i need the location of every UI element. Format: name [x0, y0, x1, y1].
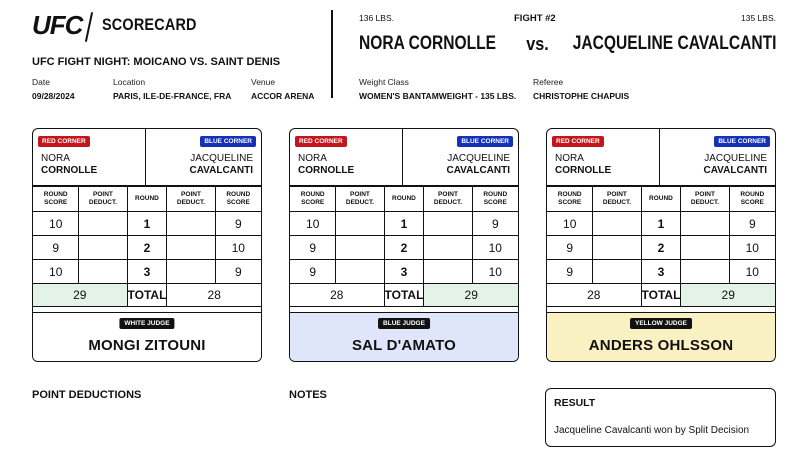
blue-corner-name — [703, 153, 767, 177]
blue-first-name: JACQUELINE — [447, 153, 510, 164]
red-corner-badge: RED CORNER — [38, 136, 90, 147]
round-number: 2 — [384, 236, 424, 260]
total-label: TOTAL — [384, 284, 424, 307]
score-table — [547, 186, 775, 307]
blue-round-score: 9 — [729, 212, 775, 236]
event-title: UFC FIGHT NIGHT: MOICANO VS. SAINT DENIS — [32, 56, 281, 68]
red-point-deduct — [593, 236, 641, 260]
blue-round-score: 10 — [472, 236, 518, 260]
round-row — [33, 212, 261, 236]
total-row — [33, 284, 261, 307]
red-round-score-header: ROUND SCORE — [547, 187, 593, 212]
red-total: 29 — [33, 284, 127, 307]
judge-badge: BLUE JUDGE — [378, 318, 430, 329]
red-point-deduct-header: POINT DEDUCT. — [336, 187, 384, 212]
location-label: Location — [113, 77, 146, 87]
blue-point-deduct-header: POINT DEDUCT. — [167, 187, 215, 212]
red-round-score: 9 — [547, 260, 593, 284]
blue-round-score: 9 — [215, 212, 261, 236]
red-first-name: NORA — [41, 153, 70, 164]
referee-value: CHRISTOPHE CHAPUIS — [533, 91, 630, 101]
notes-title: NOTES — [289, 389, 327, 401]
result-title: RESULT — [554, 397, 596, 409]
blue-corner-name — [189, 153, 253, 177]
red-point-deduct-header: POINT DEDUCT. — [593, 187, 641, 212]
round-row — [547, 212, 775, 236]
score-header-row — [290, 187, 518, 212]
red-corner-name — [41, 153, 97, 177]
round-header: ROUND — [127, 187, 167, 212]
logo-divider — [85, 12, 93, 42]
round-row — [547, 236, 775, 260]
blue-point-deduct — [424, 236, 472, 260]
score-header-row — [547, 187, 775, 212]
red-total: 28 — [547, 284, 641, 307]
judge-name: MONGI ZITOUNI — [88, 337, 206, 354]
blue-round-score-header: ROUND SCORE — [729, 187, 775, 212]
weight-class-label: Weight Class — [359, 77, 409, 87]
round-header: ROUND — [384, 187, 424, 212]
red-point-deduct — [79, 236, 127, 260]
judge-name: SAL D'AMATO — [351, 337, 457, 354]
blue-first-name: JACQUELINE — [704, 153, 767, 164]
blue-point-deduct — [167, 236, 215, 260]
red-point-deduct — [336, 260, 384, 284]
vs-label: vs. — [526, 34, 549, 54]
red-corner-badge: RED CORNER — [295, 136, 347, 147]
red-round-score-header: ROUND SCORE — [33, 187, 79, 212]
round-row — [33, 236, 261, 260]
round-row — [290, 212, 518, 236]
blue-last-name: CAVALCANTI — [189, 165, 253, 176]
corner-row — [290, 129, 518, 186]
blue-point-deduct — [167, 260, 215, 284]
corner-row — [33, 129, 261, 186]
total-label: TOTAL — [127, 284, 167, 307]
red-corner-name — [555, 153, 611, 177]
score-table — [290, 186, 518, 307]
red-last-name: CORNOLLE — [41, 165, 98, 176]
red-round-score: 10 — [33, 260, 79, 284]
result-text: Jacqueline Cavalcanti won by Split Decision — [554, 425, 750, 436]
blue-point-deduct — [681, 260, 729, 284]
blue-round-score-header: ROUND SCORE — [215, 187, 261, 212]
total-row — [290, 284, 518, 307]
location-value: PARIS, ILE-DE-FRANCE, FRA — [113, 91, 232, 101]
red-point-deduct — [336, 212, 384, 236]
blue-total: 29 — [681, 284, 775, 307]
red-round-score: 9 — [290, 236, 336, 260]
blue-point-deduct — [424, 212, 472, 236]
round-number: 3 — [127, 260, 167, 284]
red-corner-badge: RED CORNER — [552, 136, 604, 147]
blue-point-deduct-header: POINT DEDUCT. — [681, 187, 729, 212]
round-row — [33, 260, 261, 284]
round-number: 3 — [641, 260, 681, 284]
blue-round-score: 10 — [472, 260, 518, 284]
total-row — [547, 284, 775, 307]
blue-round-score: 10 — [729, 260, 775, 284]
date-label: Date — [32, 77, 50, 87]
red-round-score-header: ROUND SCORE — [290, 187, 336, 212]
blue-point-deduct-header: POINT DEDUCT. — [424, 187, 472, 212]
corner-divider — [145, 129, 146, 186]
judge-card — [32, 128, 262, 362]
round-number: 2 — [127, 236, 167, 260]
blue-round-score: 9 — [472, 212, 518, 236]
judge-card — [546, 128, 776, 362]
round-number: 3 — [384, 260, 424, 284]
round-row — [290, 236, 518, 260]
blue-point-deduct — [681, 212, 729, 236]
blue-weight: 135 LBS. — [741, 13, 776, 23]
result-box — [545, 388, 776, 447]
red-last-name: CORNOLLE — [298, 165, 355, 176]
red-point-deduct — [336, 236, 384, 260]
judge-area — [33, 312, 261, 362]
blue-first-name: JACQUELINE — [190, 153, 253, 164]
red-point-deduct — [79, 260, 127, 284]
red-fighter-name: NORA CORNOLLE — [359, 33, 497, 54]
blue-round-score: 10 — [215, 236, 261, 260]
total-label: TOTAL — [641, 284, 681, 307]
referee-label: Referee — [533, 77, 564, 87]
score-table — [33, 186, 261, 307]
point-deductions-title: POINT DEDUCTIONS — [32, 389, 142, 401]
red-last-name: CORNOLLE — [555, 165, 612, 176]
judge-card — [289, 128, 519, 362]
round-row — [547, 260, 775, 284]
red-round-score: 10 — [547, 212, 593, 236]
score-header-row — [33, 187, 261, 212]
blue-point-deduct — [681, 236, 729, 260]
red-round-score: 9 — [547, 236, 593, 260]
red-total: 28 — [290, 284, 384, 307]
judge-area — [290, 312, 518, 362]
blue-last-name: CAVALCANTI — [446, 165, 510, 176]
corner-divider — [402, 129, 403, 186]
blue-corner-badge: BLUE CORNER — [714, 136, 770, 147]
red-point-deduct-header: POINT DEDUCT. — [79, 187, 127, 212]
blue-total: 28 — [167, 284, 261, 307]
judge-area — [547, 312, 775, 362]
round-number: 2 — [641, 236, 681, 260]
round-number: 1 — [641, 212, 681, 236]
red-point-deduct — [593, 212, 641, 236]
blue-total: 29 — [424, 284, 518, 307]
blue-corner-name — [446, 153, 510, 177]
weight-class-value: WOMEN'S BANTAMWEIGHT - 135 LBS. — [359, 91, 517, 101]
red-point-deduct — [593, 260, 641, 284]
blue-point-deduct — [424, 260, 472, 284]
blue-corner-badge: BLUE CORNER — [200, 136, 256, 147]
red-round-score: 9 — [33, 236, 79, 260]
blue-corner-badge: BLUE CORNER — [457, 136, 513, 147]
judge-badge: WHITE JUDGE — [119, 318, 174, 329]
blue-point-deduct — [167, 212, 215, 236]
red-weight: 136 LBS. — [359, 13, 394, 23]
corner-row — [547, 129, 775, 186]
red-first-name: NORA — [298, 153, 327, 164]
blue-round-score: 10 — [729, 236, 775, 260]
red-corner-name — [298, 153, 354, 177]
red-point-deduct — [79, 212, 127, 236]
round-number: 1 — [384, 212, 424, 236]
red-round-score: 10 — [290, 212, 336, 236]
blue-fighter-name: JACQUELINE CAVALCANTI — [572, 33, 776, 54]
venue-value: ACCOR ARENA — [251, 91, 315, 101]
blue-last-name: CAVALCANTI — [703, 165, 767, 176]
date-value: 09/28/2024 — [32, 91, 75, 101]
scorecard-label: SCORECARD — [102, 15, 197, 34]
red-round-score: 9 — [290, 260, 336, 284]
round-row — [290, 260, 518, 284]
red-round-score: 10 — [33, 212, 79, 236]
venue-label: Venue — [251, 77, 276, 87]
red-first-name: NORA — [555, 153, 584, 164]
header-divider — [331, 10, 333, 98]
judge-badge: YELLOW JUDGE — [630, 318, 692, 329]
fight-number: FIGHT #2 — [514, 13, 556, 24]
corner-divider — [659, 129, 660, 186]
blue-round-score: 9 — [215, 260, 261, 284]
judge-name: ANDERS OHLSSON — [588, 337, 734, 354]
round-number: 1 — [127, 212, 167, 236]
round-header: ROUND — [641, 187, 681, 212]
blue-round-score-header: ROUND SCORE — [472, 187, 518, 212]
ufc-logo: UFC — [32, 10, 83, 40]
